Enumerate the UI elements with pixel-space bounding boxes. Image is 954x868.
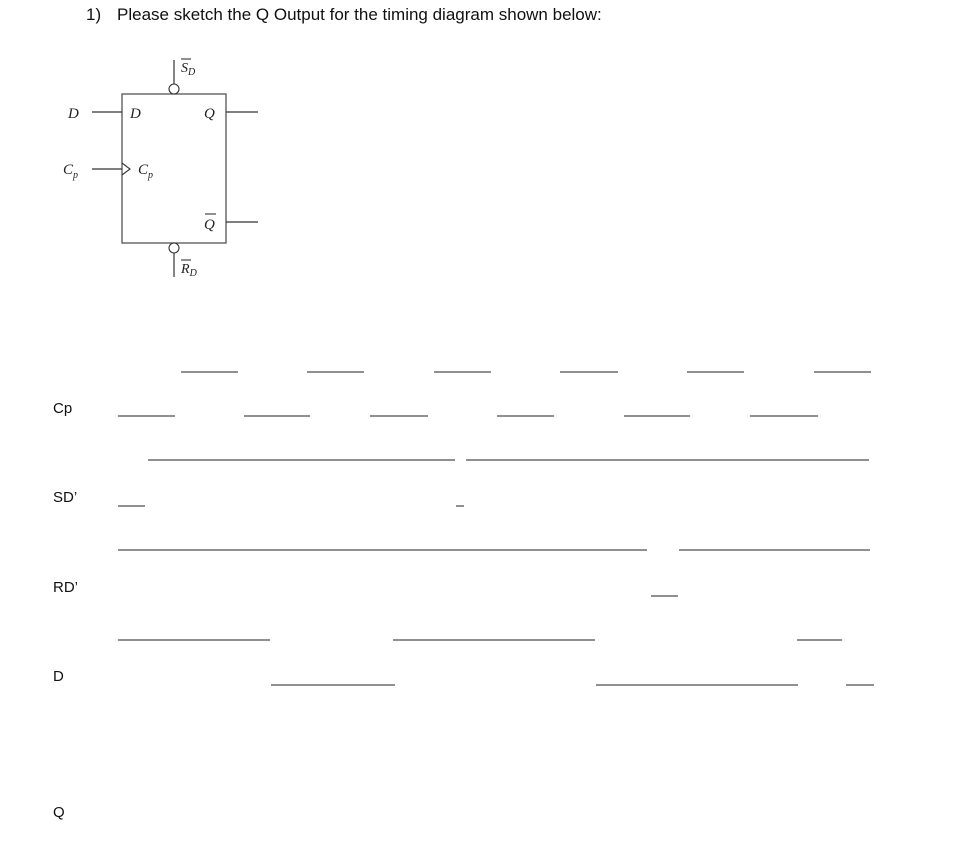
set-s: S <box>181 61 188 76</box>
set-sub: D <box>188 67 196 78</box>
label-qbar: Q <box>204 217 215 233</box>
cp-waveform <box>118 372 871 416</box>
reset-sub: D <box>189 268 197 279</box>
signal-label-sd: SD’ <box>53 489 78 506</box>
cp-outer-sub: p <box>73 170 79 181</box>
rd-waveform <box>118 550 870 596</box>
signal-label-q: Q <box>53 804 65 821</box>
reset-r: R <box>181 262 190 277</box>
signal-label-rd: RD’ <box>53 579 78 596</box>
d-waveform <box>118 640 874 685</box>
signal-label-d: D <box>53 668 64 685</box>
question-number: 1) <box>86 5 102 24</box>
signal-label-cp: Cp <box>53 400 73 417</box>
cp-outer-c: C <box>63 162 74 178</box>
cp-inner-sub: p <box>148 170 154 181</box>
label-q: Q <box>204 106 215 122</box>
sd-waveform <box>118 460 869 506</box>
question-text: Please sketch the Q Output for the timing diagram shown below: <box>117 5 602 24</box>
label-d-inner: D <box>130 106 141 122</box>
cp-inner-c: C <box>138 162 149 178</box>
label-d-outer: D <box>68 106 79 122</box>
